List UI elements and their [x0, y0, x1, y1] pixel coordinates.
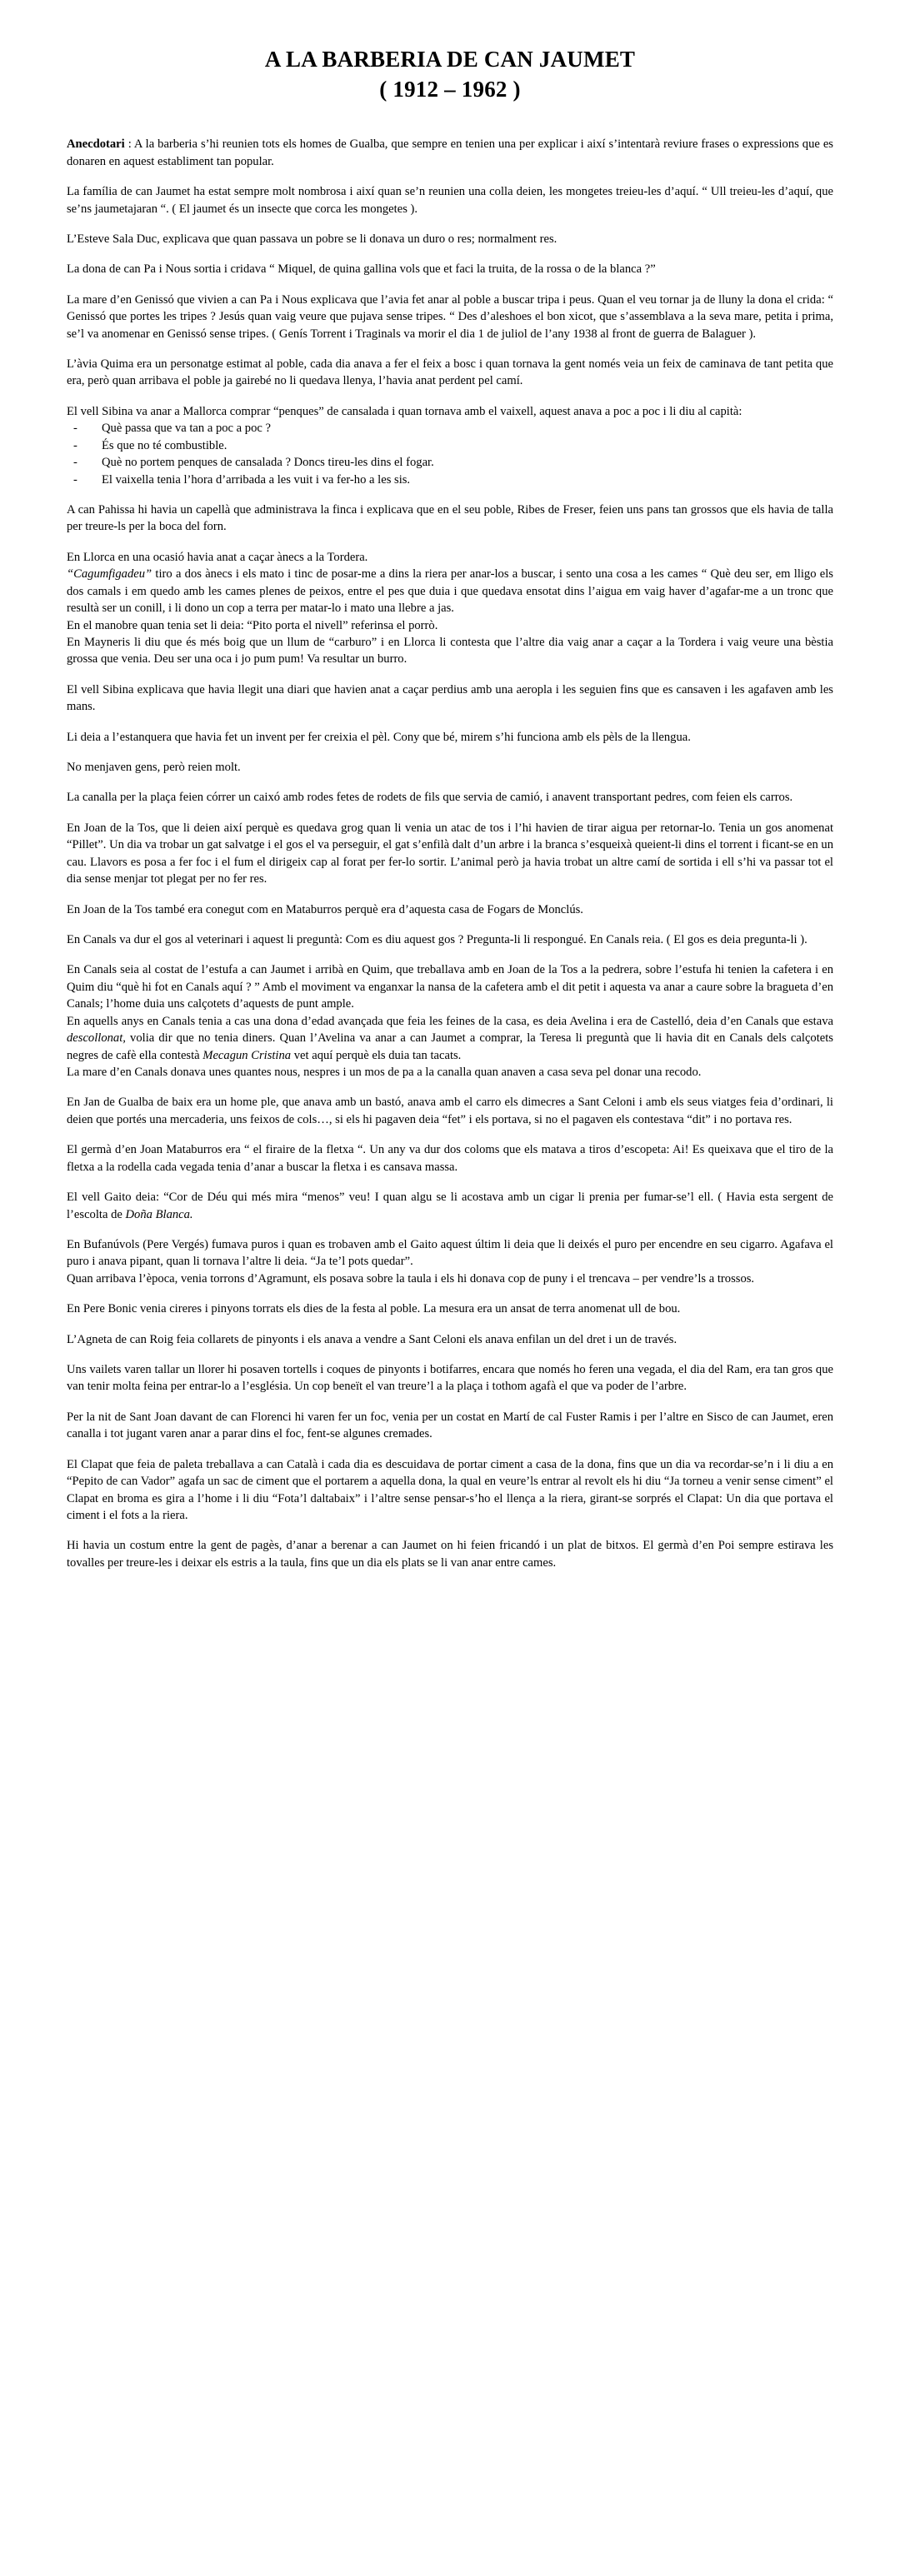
paragraph-jan-de-gualba: En Jan de Gualba de baix era un home ple, que anava amb un bastó, anava amb el carro els dimecres a Sant Celoni i amb els seus viatges feia d’ordinari, li deien que portés una mercaderia, uns feixos de cols…, si els hi pagaven deia “fet” i els portava, si no el pagaven els contestava “dit” i no portava res.	[67, 1096, 833, 1126]
list-item	[67, 454, 833, 471]
list-item-label: És que no té combustible.	[102, 438, 228, 452]
paragraph-mare-canals: La mare d’en Canals donava unes quantes nous, nespres i un mos de pa a la canalla quan anaven a casa seva pel donar una recodo.	[67, 1065, 702, 1079]
paragraph-avia-quima: L’àvia Quima era un personatge estimat al poble, cada dia anava a fer el feix a bosc i quan tornava la gent només veia un feix de caminava de tant petita que era, però quan arribava el poble ja gairebé no li quedava llenya, l’havia anat perdent pel camí.	[67, 357, 833, 388]
paragraph-cagumfigadeu	[67, 566, 833, 617]
quoted-name: Doña Blanca.	[125, 1207, 193, 1221]
paragraph-vell-gaito	[67, 1189, 833, 1223]
quoted-expression: Mecagun Cristina	[202, 1048, 292, 1062]
paragraph-costum-berenar: Hi havia un costum entre la gent de pagès, d’anar a berenar a can Jaumet on hi feien fricandó i un plat de bitxos. El germà d’en Poi sempre estirava les tovalles per treure-les i deixar els estris a la taula, fins que un dia els plats se li van anar entre cames.	[67, 1539, 833, 1570]
paragraph-dona-pa-i-nous: La dona de can Pa i Nous sortia i cridava “ Miquel, de quina gallina vols que et faci la truita, de la rossa o de la blanca ?”	[67, 262, 656, 277]
paragraph-el-clapat: El Clapat que feia de paleta treballava a can Català i cada dia es descuidava de portar ciment a casa de la dona, fins que un dia va recordar-se’n i li diu a en “Pepito de can Vador” agafa un sac de ciment que el portarem a aquella dona, la qual en veure’ls entrar al revolt els hi diu “Ja torneu a venir sense ciment” el Clapat en broma es gira a l’home i li diu “Fota’l daltabaix” i l’altre sense pensar-s’ho el llença a la riera, girant-se sorprés el Clapat: Un dia que portava el ciment i el fots a la riera.	[67, 1457, 833, 1522]
paragraph-canalla-caixo: La canalla per la plaça feien córrer un caixó amb rodes fetes de rodets de fils que servia de camió, i anavent transportant pedres, com feien els carros.	[67, 791, 793, 805]
paragraph-estanquera-invent: Li deia a l’estanquera que havia fet un invent per fer creixia el pèl. Cony que bé, mirem s’hi funciona amb els pèls de la llengua.	[67, 730, 691, 744]
paragraph-joan-de-la-tos: En Joan de la Tos, que li deien així perquè es quedava grog quan li venia un atac de tos i l’hi havien de tirar aigua per retornar-lo. Tenia un gos anomenat “Pillet”. Un dia va trobar un gat salvatge i el gos el va perseguir, el gat s’enfilà dalt d’un arbre i la branca s’esqueixà queient-li dins el torrent i ficant-se en un cau. Llavors es posa a fer foc i el fum el dirigeix cap al forat per fer-lo sortir. L’animal però ja havia trobat un altre camí de sortida i ell s’hi va passar tot el dia sense menjar tot plegat per no fer res.	[67, 821, 833, 886]
paragraph-canals-estufa: En Canals seia al costat de l’estufa a can Jaumet i arribà en Quim, que treballava amb en Joan de la Tos a la pedrera, sobre l’estufa hi tenien la cafetera i en Quim diu “què hi fot en Canals aquí ? ” Amb el moviment va enganxar la nansa de la cafetera amb el dit petit i aquesta va anar a caure sobre la bragueta d’en Canals; l’home duia uns calçotets d’aquests de punt ample.	[67, 963, 833, 1011]
list-item-label: Què no portem penques de cansalada ? Doncs tireu-les dins el fogar.	[102, 456, 434, 470]
paragraph-canals-veterinari: En Canals va dur el gos al veterinari i aquest li preguntà: Com es diu aquest gos ? Pregunta-li li respongué. En Canals reia. ( El gos es deia pregunta-li ).	[67, 933, 808, 947]
quoted-expression: descollonat,	[67, 1031, 126, 1046]
paragraph-llorca-anecs: En Llorca en una ocasió havia anat a caçar ànecs a la Tordera.	[67, 550, 368, 564]
list-item	[67, 472, 833, 488]
paragraph-manobre-pito: En el manobre quan tenia set li deia: “Pito porta el nivell” referinsa el porrò.	[67, 618, 438, 632]
paragraph-torrons-agramunt: Quan arribava l’època, venia torrons d’Agramunt, els posava sobre la taula i els hi donava cop de puny i el trencava – per vendre’ls a trossos.	[67, 1271, 755, 1286]
paragraph-vell-sibina-mallorca: El vell Sibina va anar a Mallorca comprar “penques” de cansalada i quan tornava amb el vaixell, aquest anava a poc a poc i li diu al capità:	[67, 404, 742, 418]
paragraph-text: vet aquí perquè els duia tan tacats.	[291, 1048, 462, 1062]
page-title	[67, 45, 833, 104]
document-body	[67, 136, 833, 1571]
list-item	[67, 437, 833, 454]
paragraph-nit-sant-joan: Per la nit de Sant Joan davant de can Florenci hi varen fer un foc, venia per un costat en Martí de cal Fuster Ramis i per l’altre en Sisco de can Jaumet, eren canalla i tot jugant varen anar a parar dins el foc, fent-se algunes cremades.	[67, 1410, 833, 1441]
paragraph-mayneris-carburo: En Mayneris li diu que és més boig que un llum de “carburo” i en Llorca li contesta que l’altre dia vaig anar a caçar a la Tordera i vaig veure una bèstia grossa que venia. Deu ser una oca i jo pum pum! Va resultar un burro.	[67, 635, 833, 666]
paragraph-anecdotari	[67, 136, 833, 170]
paragraph-vailets-llorer: Uns vailets varen tallar un llorer hi posaven tortells i coques de pinyonts i botifarres, encara que només ho feren una vegada, el dia del Ram, era tan gros que van tenir molta feina per entrar-lo a l’església. Un cop beneït el van treure’l a la plaça i tothom agafà el que va poder de l’arbre.	[67, 1363, 833, 1394]
paragraph-pere-bonic: En Pere Bonic venia cireres i pinyons torrats els dies de la festa al poble. La mesura era un ansat de terra anomenat ull de bou.	[67, 1302, 681, 1316]
dash-bullet-icon: -	[73, 472, 78, 487]
lead-label: Anecdotari	[67, 137, 125, 152]
dash-bullet-icon: -	[73, 438, 78, 452]
title-line-2: ( 1912 – 1962 )	[379, 76, 521, 102]
paragraph-mataburros: En Joan de la Tos també era conegut com en Mataburros perquè era d’aquesta casa de Fogars de Monclús.	[67, 902, 583, 916]
paragraph-avelina	[67, 1013, 833, 1064]
dash-bullet-icon: -	[73, 422, 78, 436]
paragraph-esteve-sala-duc: L’Esteve Sala Duc, explicava que quan passava un pobre se li donava un duro o res; normalment res.	[67, 232, 558, 246]
paragraph-bufanuvols: En Bufanúvols (Pere Vergés) fumava puros i quan es trobaven amb el Gaito aquest últim li deia que li deixés el puro per encendre en seu cigarro. Agafava el puro i anava pipant, quan li tornava l’altre li deia. “Ja te’l pots quedar”.	[67, 1237, 833, 1269]
list-item	[67, 420, 833, 437]
list-item-label: Què passa que va tan a poc a poc ?	[102, 422, 272, 436]
paragraph-text: tiro a dos ànecs i els mato i tinc de posar-me a dins la riera per anar-los a buscar, i sento una cosa a les cames “ Què deu ser, em lligo els dos camals i em quedo amb les cames plenes de peixos, entre el pes que duia i que quedava ensotat dins l’aigua em vaig haver d’agafar-me a un tronc que resultà ser un conill, i li dono un cop a terra per matar-lo i mato una llebre a jas.	[67, 567, 833, 616]
paragraph-agneta-can-roig: L’Agneta de can Roig feia collarets de pinyonts i els anava a vendre a Sant Celoni els anava enfilan un del dret i un de través.	[67, 1332, 678, 1346]
paragraph-sibina-aeroplà: El vell Sibina explicava que havia llegit una diari que havien anat a caçar perdius amb una aeropla i les seguien fins que es cansaven i les agafaven amb les mans.	[67, 682, 833, 714]
paragraph-text: : A la barberia s’hi reunien tots els homes de Gualba, que sempre en tenien una per explicar i així s’intentarà reviure frases o expressions que es donaren en aquest establiment tan popular.	[67, 137, 833, 168]
paragraph-text: volia dir que no tenia diners. Quan l’Avelina va anar a can Jaumet a comprar, la Teresa li preguntà que li havia dit en Canals dels calçotets negres de cafè ella contestà	[67, 1031, 833, 1062]
title-line-1: A LA BARBERIA DE CAN JAUMET	[264, 47, 636, 72]
paragraph-firaire-fletxa: El germà d’en Joan Mataburros era “ el firaire de la fletxa “. Un any va dur dos coloms que els matava a tiros d’escopeta: Ai! Es queixava que el tiro de la fletxa a la rodella cada vegada tenia d’anar a buscar la fletxa i es cansava massa.	[67, 1143, 833, 1174]
dialogue-list	[67, 420, 833, 488]
list-item-label: El vaixella tenia l’hora d’arribada a les vuit i va fer-ho a les sis.	[102, 472, 411, 487]
paragraph-genisso: La mare d’en Genissó que vivien a can Pa i Nous explicava que l’avia fet anar al poble a buscar tripa i peus. Quan el veu tornar ja de lluny la dona el crida: “ Genissó que portes les tripes ? Jesús quan vaig veure que pujava sense tripes. “ Des d’aleshoes el bon xicot, que s’assemblava a la seva mare, petita i prima, se’l va anomenar en Genissó sense tripes. ( Genís Torrent i Traginals va morir el dia 1 de juliol de l’any 1938 al front de guerra de Balaguer ).	[67, 292, 833, 341]
paragraph-text: En aquells anys en Canals tenia a cas una dona d’edad avançada que feia les feines de la casa, es deia Avelina i era de Castelló, deia d’en Canals que estava	[67, 1014, 833, 1028]
quoted-expression: “Cagumfigadeu”	[67, 567, 152, 582]
paragraph-text: El vell Gaito deia: “Cor de Déu qui més mira “menos” veu! I quan algu se li acostava amb un cigar li prenia per fumar-se’l ell. ( Havia esta sergent de l’escolta de	[67, 1191, 833, 1221]
paragraph-no-menjaven: No menjaven gens, però reien molt.	[67, 761, 241, 775]
paragraph-familia-jaumet: La família de can Jaumet ha estat sempre molt nombrosa i així quan se’n reunien una colla deien, les mongetes treieu-les d’aquí. “ Ull treieu-les d’aquí, que se’ns jaumetajaran “. ( El jaumet és un insecte que corca les mongetes ).	[67, 185, 833, 216]
dash-bullet-icon: -	[73, 456, 78, 470]
paragraph-can-pahissa: A can Pahissa hi havia un capellà que administrava la finca i explicava que en el seu poble, Ribes de Freser, feien uns pans tan grossos que els havia de talla per treure-ls per la boca del forn.	[67, 503, 833, 534]
